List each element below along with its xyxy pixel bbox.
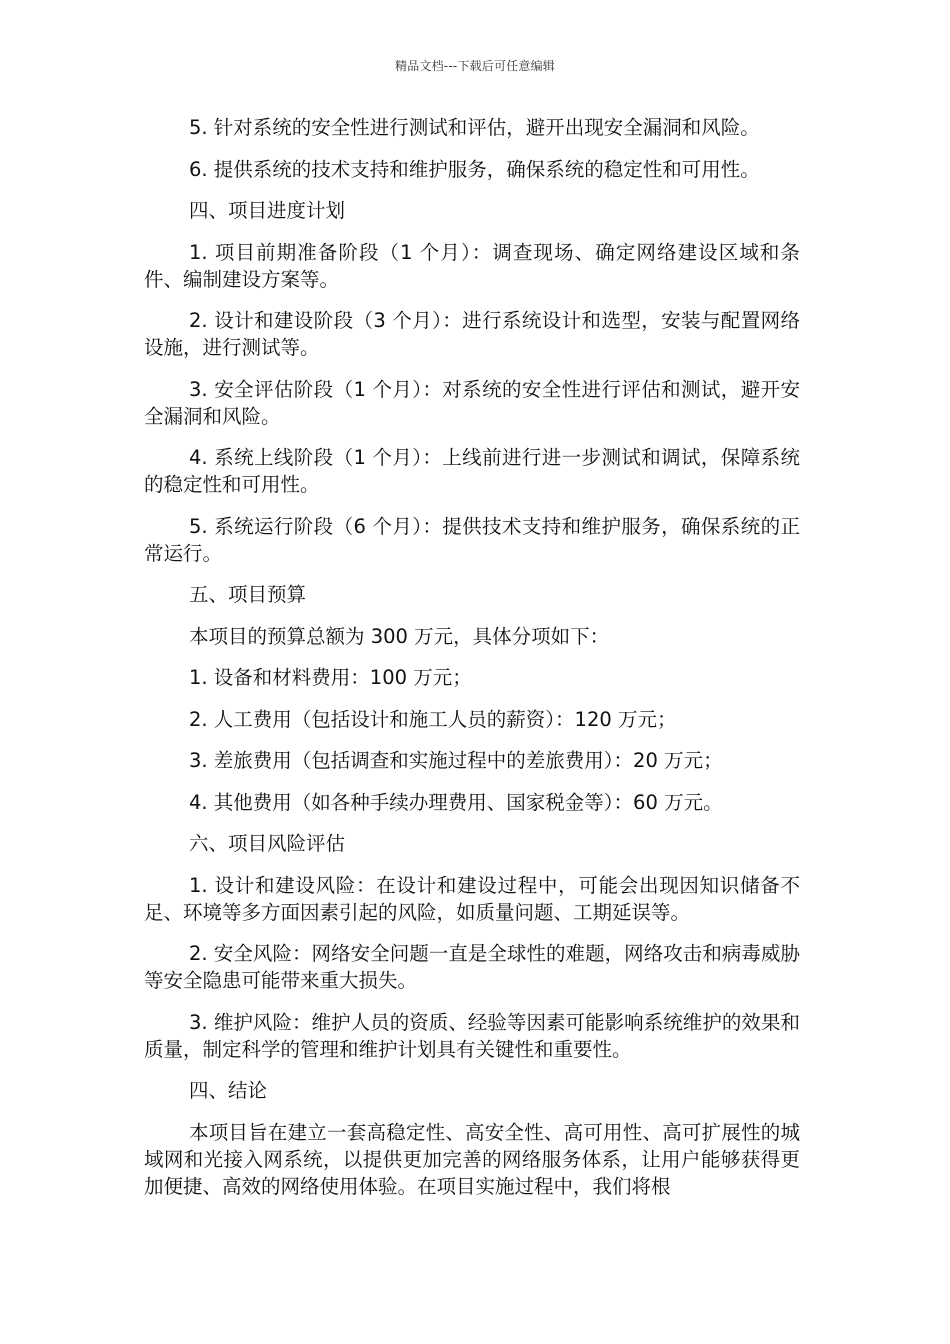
budget-item-equipment: 1. 设备和材料费用：100 万元；: [189, 666, 472, 689]
budget-item-labor: 2. 人工费用（包括设计和施工人员的薪资）：120 万元；: [189, 707, 677, 731]
conclusion-text: 本项目旨在建立一套高稳定性、高安全性、高可用性、高可扩展性的城域网和光接入网系统，以提供更加完善的网络服务体系，让用户能够获得更加便捷、高效的网络使用体验。在项目实施过程中，我们将根: [144, 1120, 800, 1198]
schedule-item-design-build: 2. 设计和建设阶段（3 个月）：进行系统设计和选型，安装与配置网络设施，进行测试等。: [144, 309, 800, 359]
document-body: [144, 114, 800, 1214]
list-item-security-testing: 5. 针对系统的安全性进行测试和评估，避开出现安全漏洞和风险。: [189, 116, 760, 139]
risk-item-maintenance: 3. 维护风险：维护人员的资质、经验等因素可能影响系统维护的效果和质量，制定科学的管理和维护计划具有关键性和重要性。: [144, 1010, 800, 1061]
section-heading-schedule: 四、项目进度计划: [189, 199, 346, 222]
budget-total: 本项目的预算总额为 300 万元，具体分项如下：: [189, 624, 610, 648]
risk-item-security: 2. 安全风险：网络安全问题一直是全球性的难题，网络攻击和病毒威胁等安全隐患可能带来重大损失。: [144, 942, 800, 992]
schedule-item-go-live: 4. 系统上线阶段（1 个月）：上线前进行进一步测试和调试，保障系统的稳定性和可用性。: [144, 446, 800, 496]
section-heading-risk: 六、项目风险评估: [189, 832, 346, 855]
list-item-tech-support: 6. 提供系统的技术支持和维护服务，确保系统的稳定性和可用性。: [189, 157, 760, 181]
section-heading-conclusion: 四、结论: [189, 1079, 268, 1102]
schedule-item-operation: 5. 系统运行阶段（6 个月）：提供技术支持和维护服务，确保系统的正常运行。: [144, 514, 800, 565]
section-heading-budget: 五、项目预算: [189, 583, 307, 606]
page-header: 精品文档---下载后可任意编辑: [395, 59, 555, 73]
schedule-item-preparation: 1. 项目前期准备阶段（1 个月）：调查现场、确定网络建设区域和条件、编制建设方案等。: [144, 240, 800, 291]
budget-item-travel: 3. 差旅费用（包括调查和实施过程中的差旅费用）：20 万元；: [189, 749, 723, 772]
risk-item-design-build: 1. 设计和建设风险：在设计和建设过程中，可能会出现因知识储备不足、环境等多方面因素引起的风险，如质量问题、工期延误等。: [144, 873, 800, 924]
schedule-item-security-assessment: 3. 安全评估阶段（1 个月）：对系统的安全性进行评估和测试，避开安全漏洞和风险。: [144, 377, 800, 428]
budget-item-other: 4. 其他费用（如各种手续办理费用、国家税金等）：60 万元。: [189, 790, 723, 814]
